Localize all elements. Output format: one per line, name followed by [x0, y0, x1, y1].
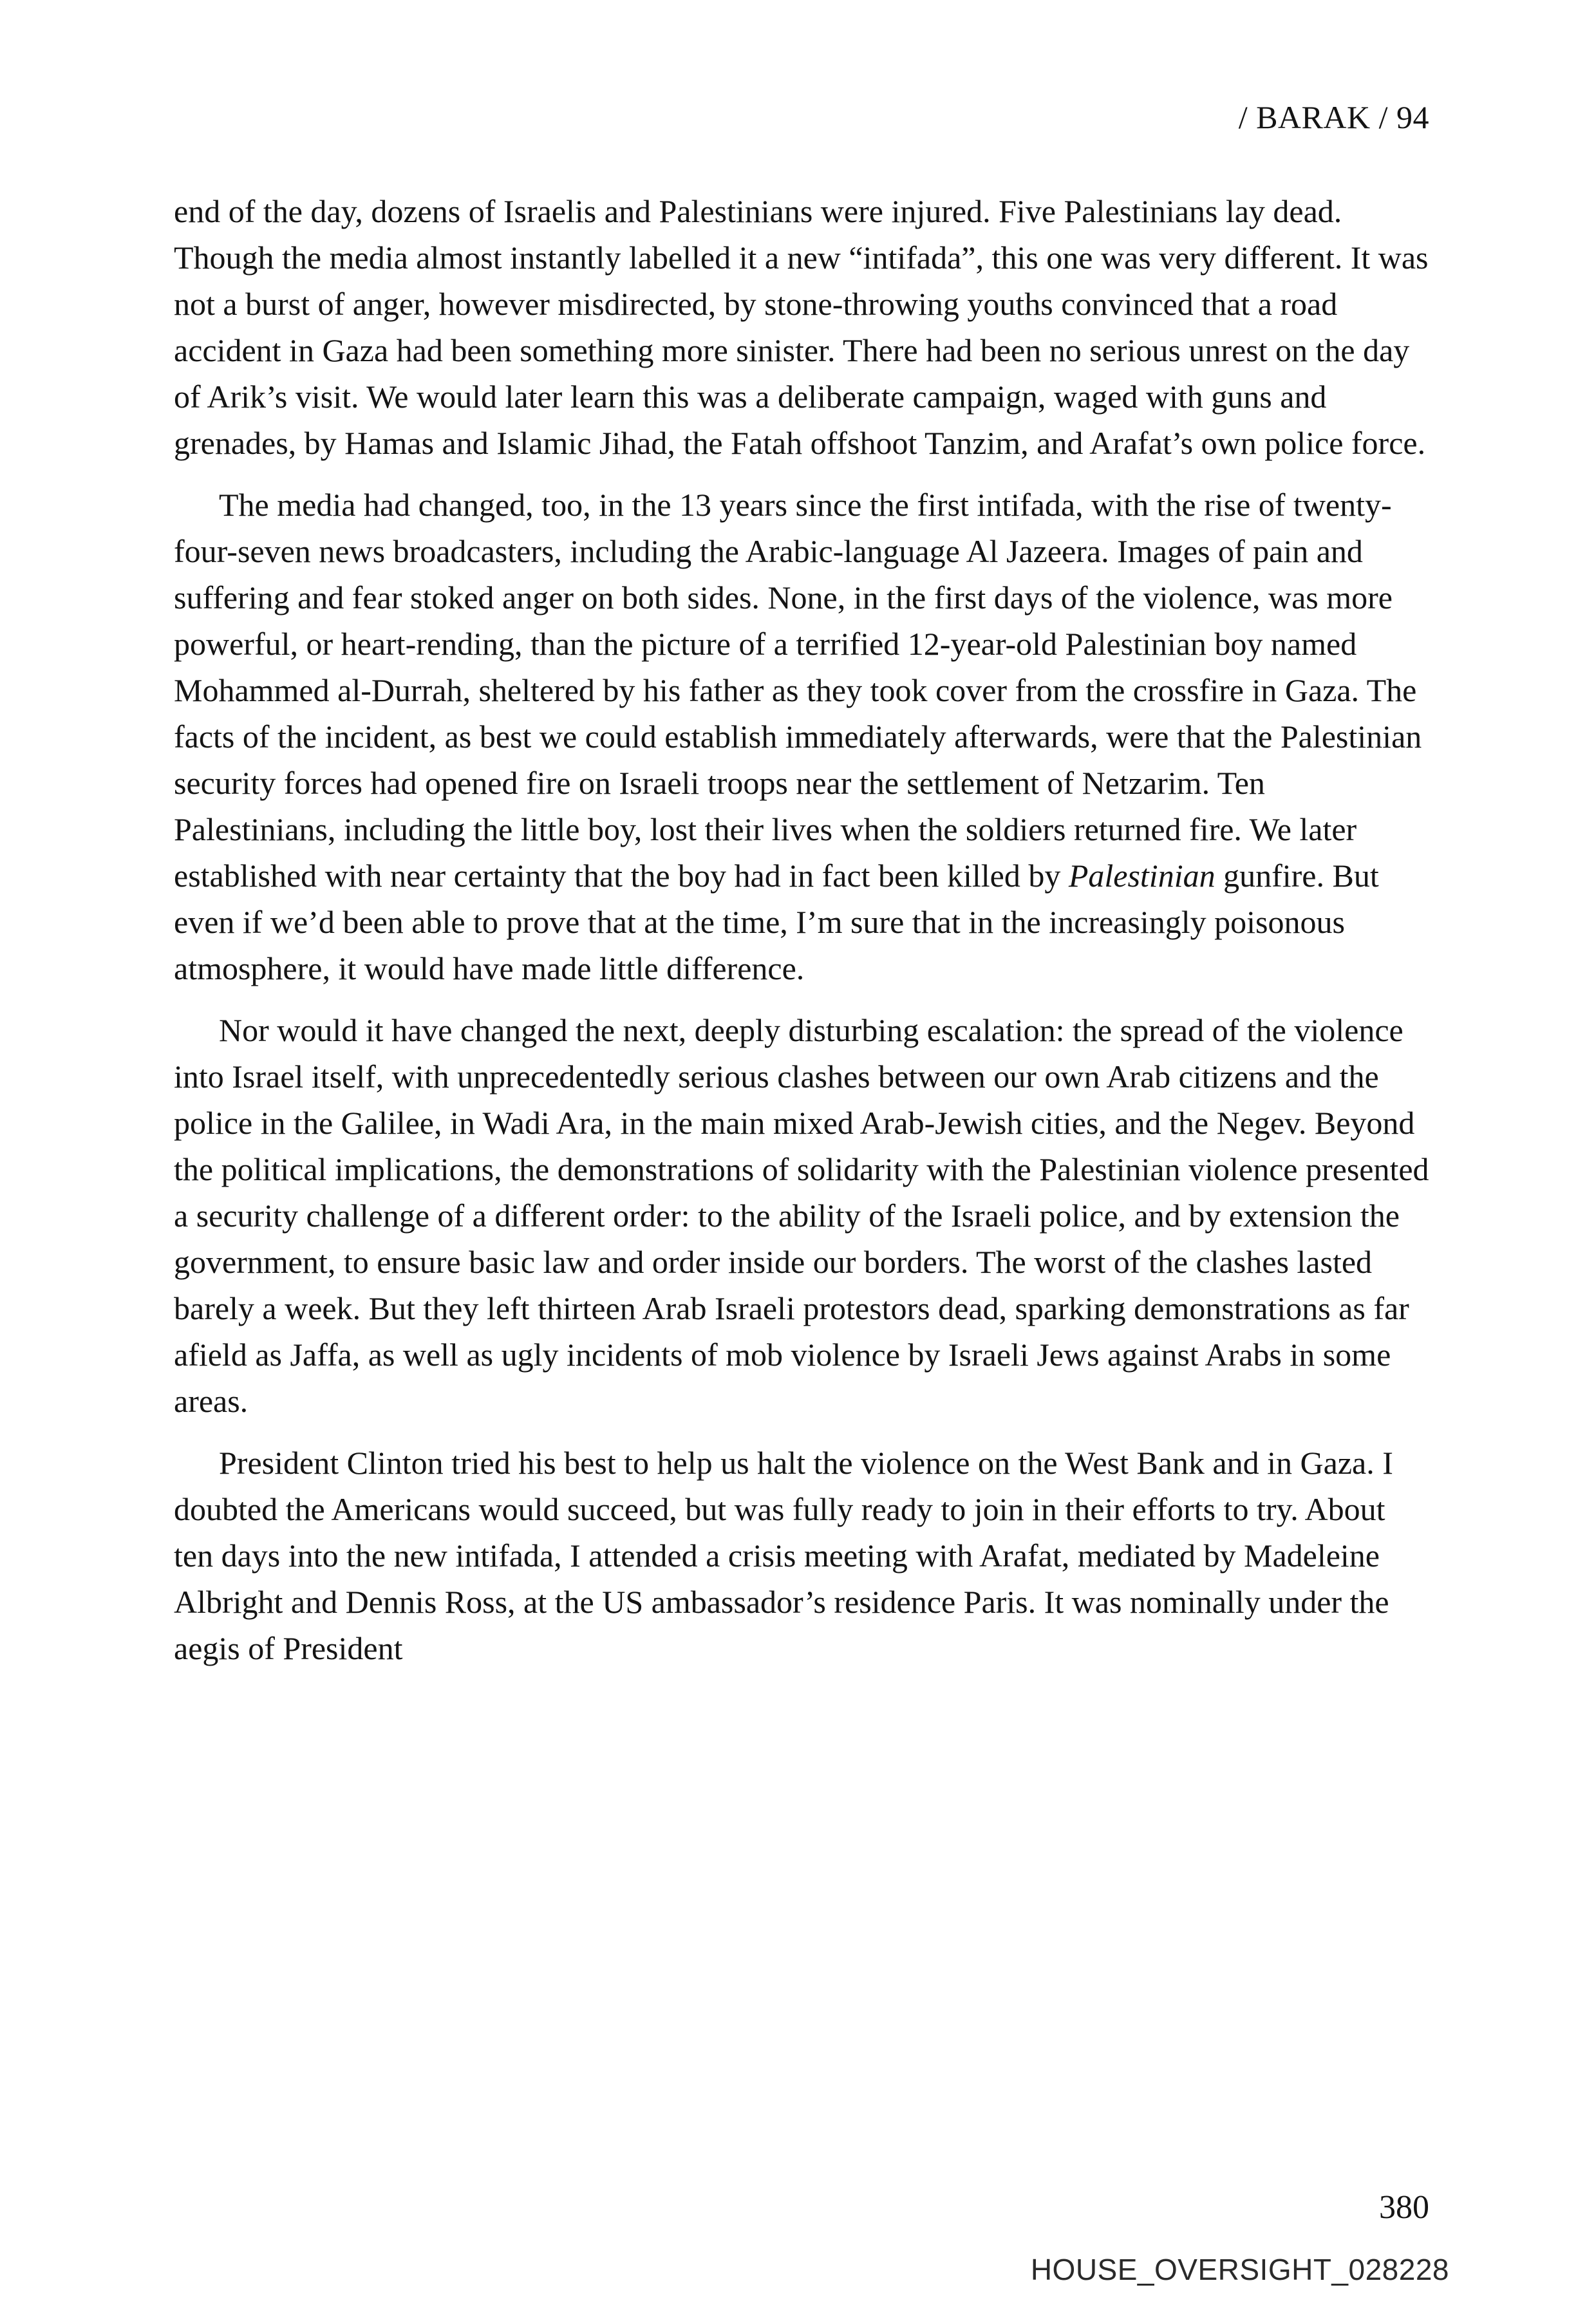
paragraph — [174, 188, 1431, 466]
paragraph — [174, 482, 1431, 992]
running-header: / BARAK / 94 — [1238, 99, 1429, 135]
page-number: 380 — [1379, 2189, 1429, 2226]
text-run: President Clinton tried his best to help us halt the violence on the West Bank and in Gaza. I doubted the Americans would succeed, but was fully ready to join in their efforts to try. About ten days into the new intifada, I attended a crisis meeting with Arafat, mediated by Madeleine Albright and Dennis Ross, at the US ambassador’s residence Paris. It was nominally under the aegis of President — [174, 1445, 1393, 1666]
bates-stamp: HOUSE_OVERSIGHT_028228 — [1030, 2253, 1449, 2286]
text-run: The media had changed, too, in the 13 years since the first intifada, with the rise of twenty-four-seven news broadcasters, including the Arabic-language Al Jazeera. Images of pain and suffering and fear stoked anger on both sides. None, in the first days of the violence, was more powerful, or heart-rending, than the picture of a terrified 12-year-old Palestinian boy named Mohammed al-Durrah, sheltered by his father as they took cover from the crossfire in Gaza. The facts of the incident, as best we could establish immediately afterwards, were that the Palestinian security forces had opened fire on Israeli troops near the settlement of Netzarim. Ten Palestinians, including the little boy, lost their lives when the soldiers returned fire. We later established with near certainty that the boy had in fact been killed by — [174, 487, 1422, 894]
text-run: end of the day, dozens of Israelis and Palestinians were injured. Five Palestinians lay dead. Though the media almost instantly labelled it a new “intifada”, this one was very different. It was not a burst of anger, however misdirected, by stone-throwing youths convinced that a road accident in Gaza had been something more sinister. There had been no serious unrest on the day of Arik’s visit. We would later learn this was a deliberate campaign, waged with guns and grenades, by Hamas and Islamic Jihad, the Fatah offshoot Tanzim, and Arafat’s own police force. — [174, 193, 1429, 461]
body-text — [174, 188, 1431, 1671]
paragraph — [174, 1440, 1431, 1671]
text-run: gunfire. But even if we’d been able to prove that at the time, I’m sure that in the increasingly poisonous atmosphere, it would have made little difference. — [174, 858, 1379, 986]
text-run: Nor would it have changed the next, deeply disturbing escalation: the spread of the violence into Israel itself, with unprecedentedly serious clashes between our own Arab citizens and the police in the Galilee, in Wadi Ara, in the main mixed Arab-Jewish cities, and the Negev. Beyond the political implications, the demonstrations of solidarity with the Palestinian violence presented a security challenge of a different order: to the ability of the Israeli police, and by extension the government, to ensure basic law and order inside our borders. The worst of the clashes lasted barely a week. But they left thirteen Arab Israeli protestors dead, sparking demonstrations as far afield as Jaffa, as well as ugly incidents of mob violence by Israeli Jews against Arabs in some areas. — [174, 1012, 1429, 1419]
paragraph — [174, 1007, 1431, 1424]
italic-text-run: Palestinian — [1068, 858, 1216, 894]
